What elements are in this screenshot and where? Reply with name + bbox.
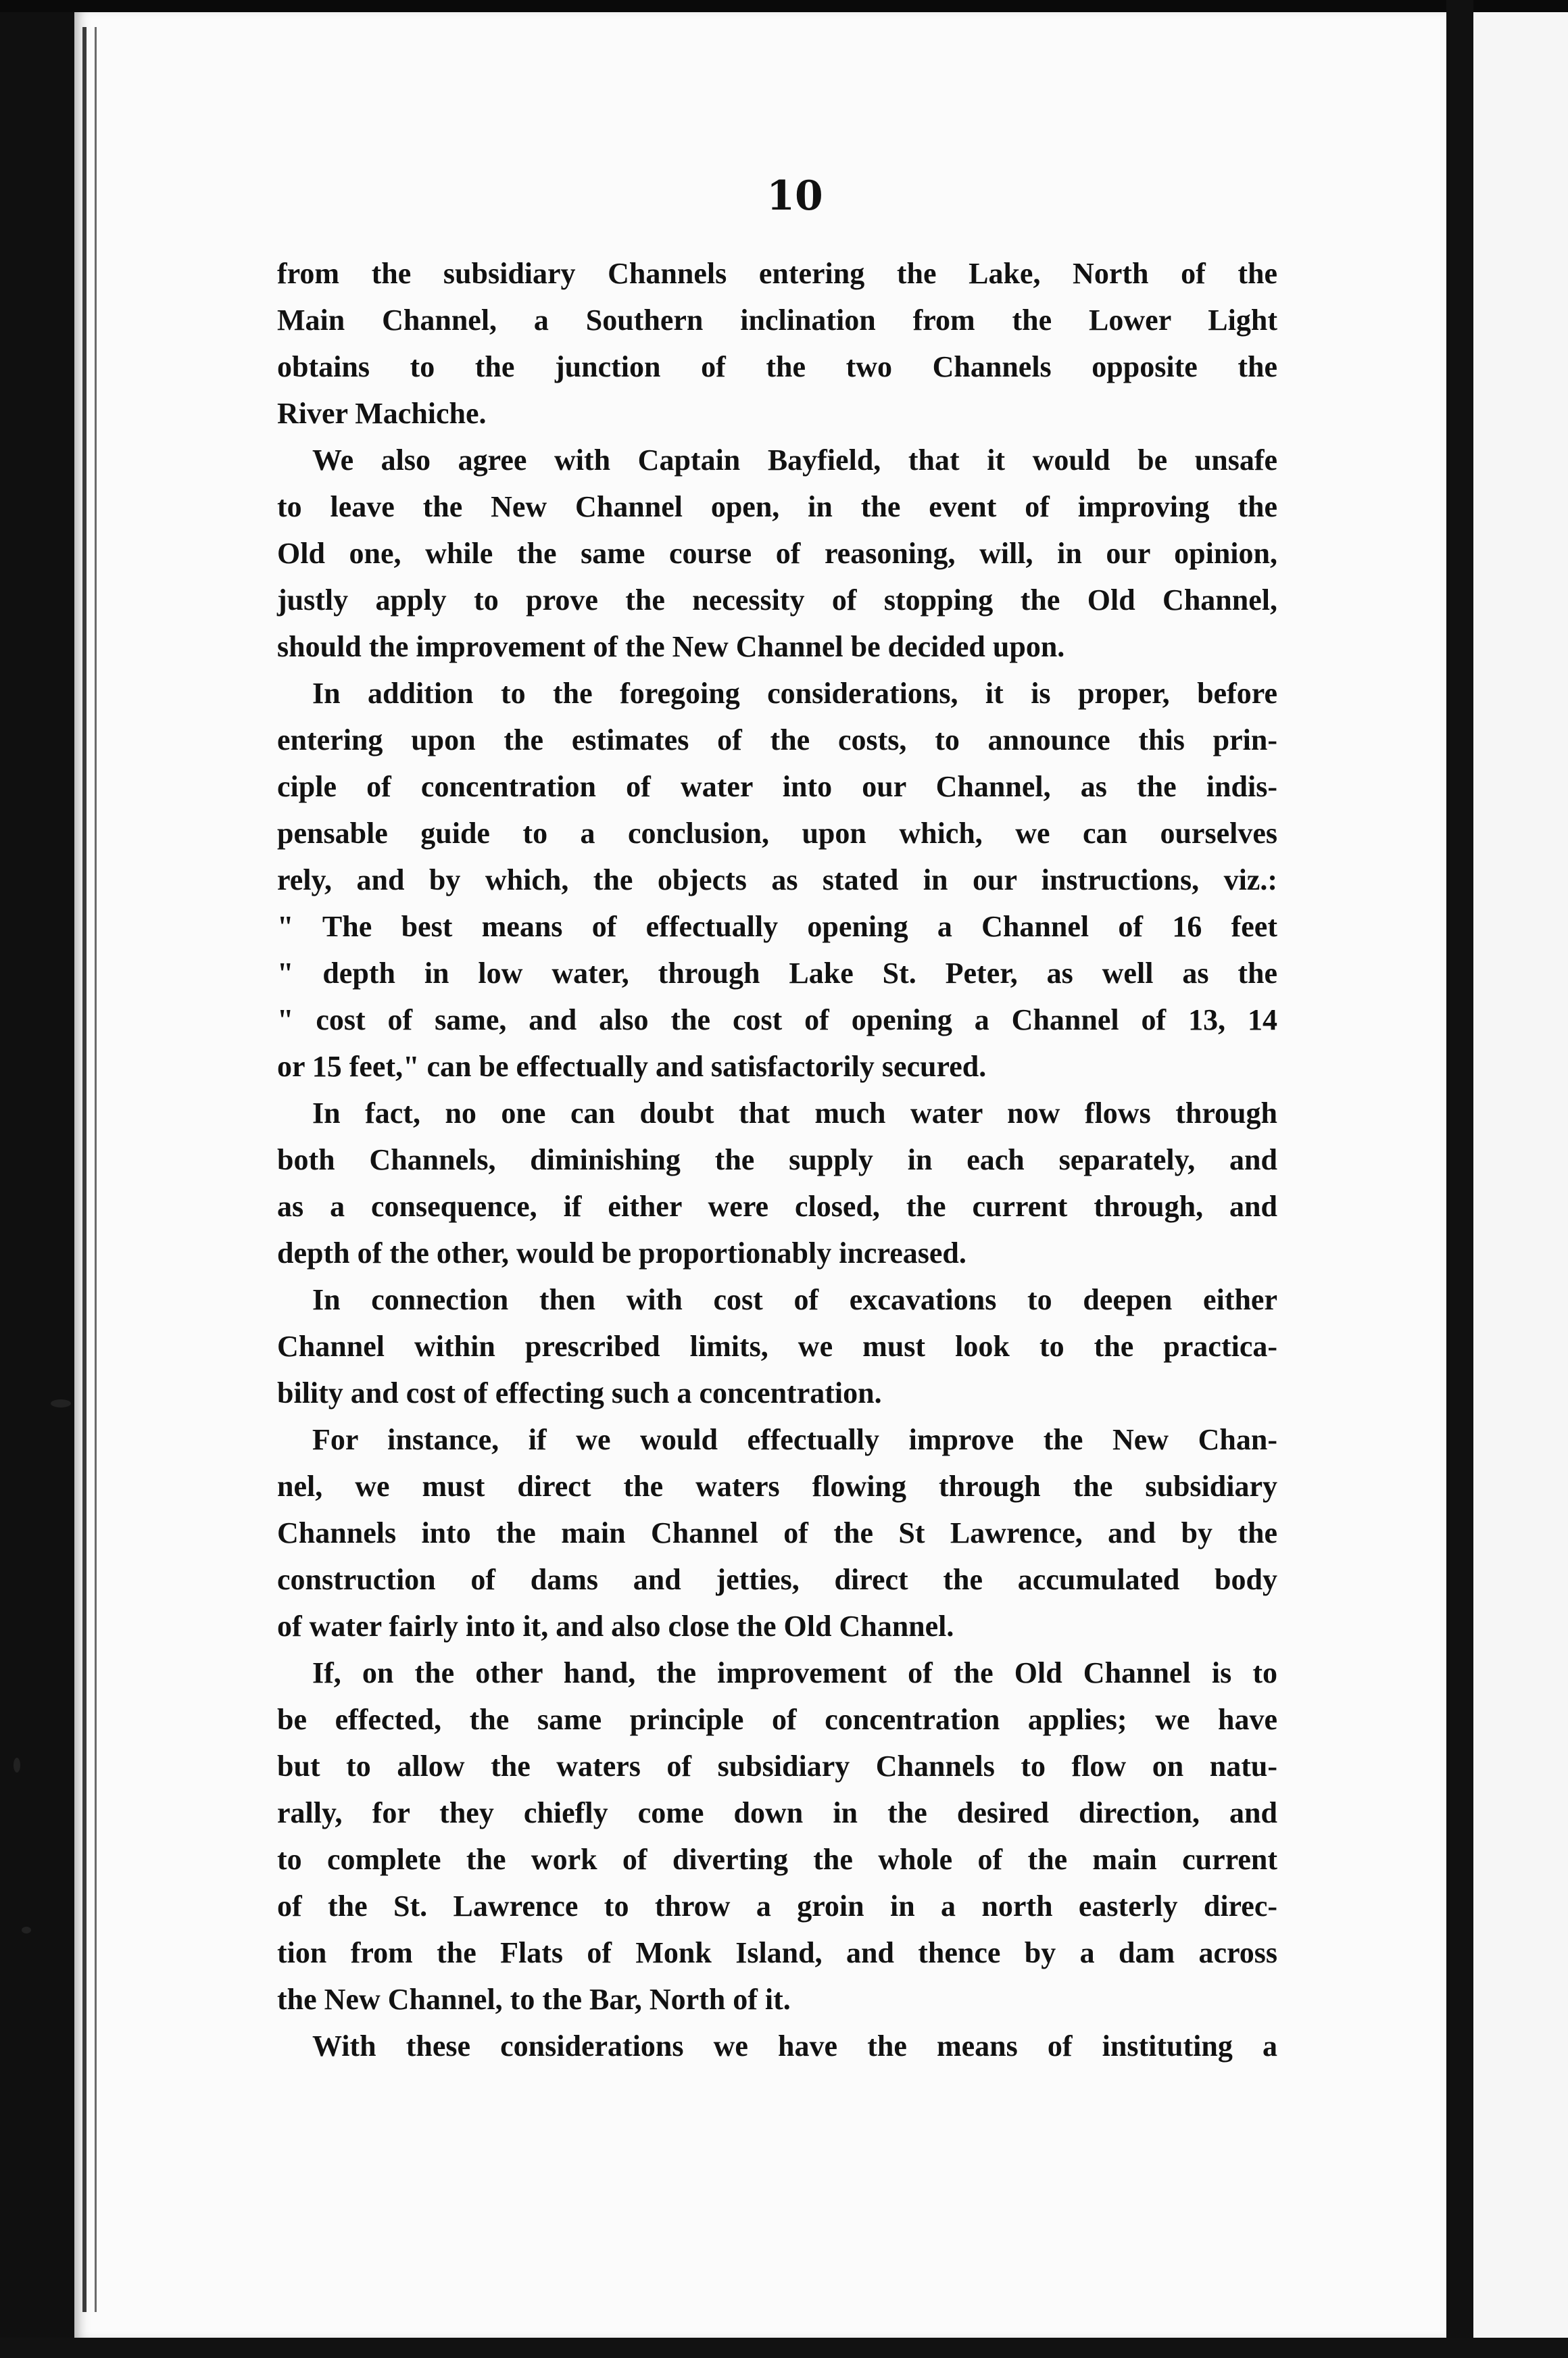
text-line: depth of the other, would be proportionably increased. (277, 1236, 966, 1270)
scan-speck (22, 1927, 31, 1933)
text-line: the New Channel, to the Bar, North of it. (277, 1983, 791, 2016)
facing-page-edge (1473, 12, 1568, 2338)
text-line: construction of dams and jetties, direct the accumulated body (277, 1563, 1277, 1596)
text-line: We also agree with Captain Bayfield, that it would be unsafe (312, 443, 1277, 477)
text-line: obtains to the junction of the two Channels opposite the (277, 350, 1277, 383)
text-line: Old one, while the same course of reasoning, will, in our opinion, (277, 537, 1277, 570)
scan-border-right (1446, 0, 1473, 2358)
text-line: For instance, if we would effectually improve the New Chan- (312, 1423, 1277, 1456)
text-line: of the St. Lawrence to throw a groin in a north easterly direc- (277, 1890, 1277, 1923)
text-line: rally, for they chiefly come down in the desired direction, and (277, 1796, 1277, 1829)
text-line: or 15 feet," can be effectually and satisfactorily secured. (277, 1050, 987, 1083)
text-line: In fact, no one can doubt that much water now flows through (312, 1097, 1277, 1130)
text-line: Channels into the main Channel of the St Lawrence, and by the (277, 1516, 1277, 1549)
text-line: River Machiche. (277, 397, 487, 430)
text-line: entering upon the estimates of the costs, to announce this prin- (277, 723, 1277, 756)
text-line: In connection then with cost of excavations to deepen either (312, 1283, 1277, 1316)
text-line: tion from the Flats of Monk Island, and thence by a dam across (277, 1936, 1277, 1969)
text-line: " cost of same, and also the cost of opening a Channel of 13, 14 (277, 1003, 1277, 1036)
text-line: bility and cost of effecting such a concentration. (277, 1376, 882, 1410)
text-line: " depth in low water, through Lake St. Peter, as well as the (277, 957, 1277, 990)
text-line: but to allow the waters of subsidiary Channels to flow on natu- (277, 1750, 1277, 1783)
text-line: Channel within prescribed limits, we must look to the practica- (277, 1330, 1277, 1363)
text-line: ciple of concentration of water into our Channel, as the indis- (277, 770, 1277, 803)
text-line: to complete the work of diverting the whole of the main current (277, 1843, 1277, 1876)
scan-speck (51, 1399, 71, 1407)
text-line: rely, and by which, the objects as stated in our instructions, viz.: (277, 863, 1277, 896)
page-gutter-shadow (82, 27, 87, 2312)
text-line: both Channels, diminishing the supply in each separately, and (277, 1143, 1277, 1176)
text-line: If, on the other hand, the improvement of the Old Channel is to (312, 1656, 1277, 1689)
page-gutter-edge (95, 27, 97, 2312)
scan-border-top (0, 0, 1568, 12)
text-line: to leave the New Channel open, in the event of improving the (277, 490, 1277, 523)
text-line: pensable guide to a conclusion, upon which, we can ourselves (277, 817, 1277, 850)
text-line: " The best means of effectually opening a Channel of 16 feet (277, 910, 1277, 943)
scan-border-bottom (0, 2338, 1568, 2358)
text-line: Main Channel, a Southern inclination from the Lower Light (277, 304, 1277, 337)
body-text (277, 250, 1277, 2069)
text-line: should the improvement of the New Channel be decided upon. (277, 630, 1065, 663)
text-line: justly apply to prove the necessity of stopping the Old Channel, (277, 583, 1277, 617)
scan-speck (14, 1758, 20, 1773)
text-line: as a consequence, if either were closed, the current through, and (277, 1190, 1277, 1223)
text-line: In addition to the foregoing considerations, it is proper, before (312, 677, 1277, 710)
page-number: 10 (766, 172, 823, 220)
text-line: of water fairly into it, and also close the Old Channel. (277, 1610, 954, 1643)
text-line: With these considerations we have the means of instituting a (312, 2029, 1277, 2063)
text-line: from the subsidiary Channels entering the Lake, North of the (277, 257, 1277, 290)
text-line: be effected, the same principle of concentration applies; we have (277, 1703, 1277, 1736)
text-line: nel, we must direct the waters flowing through the subsidiary (277, 1470, 1277, 1503)
